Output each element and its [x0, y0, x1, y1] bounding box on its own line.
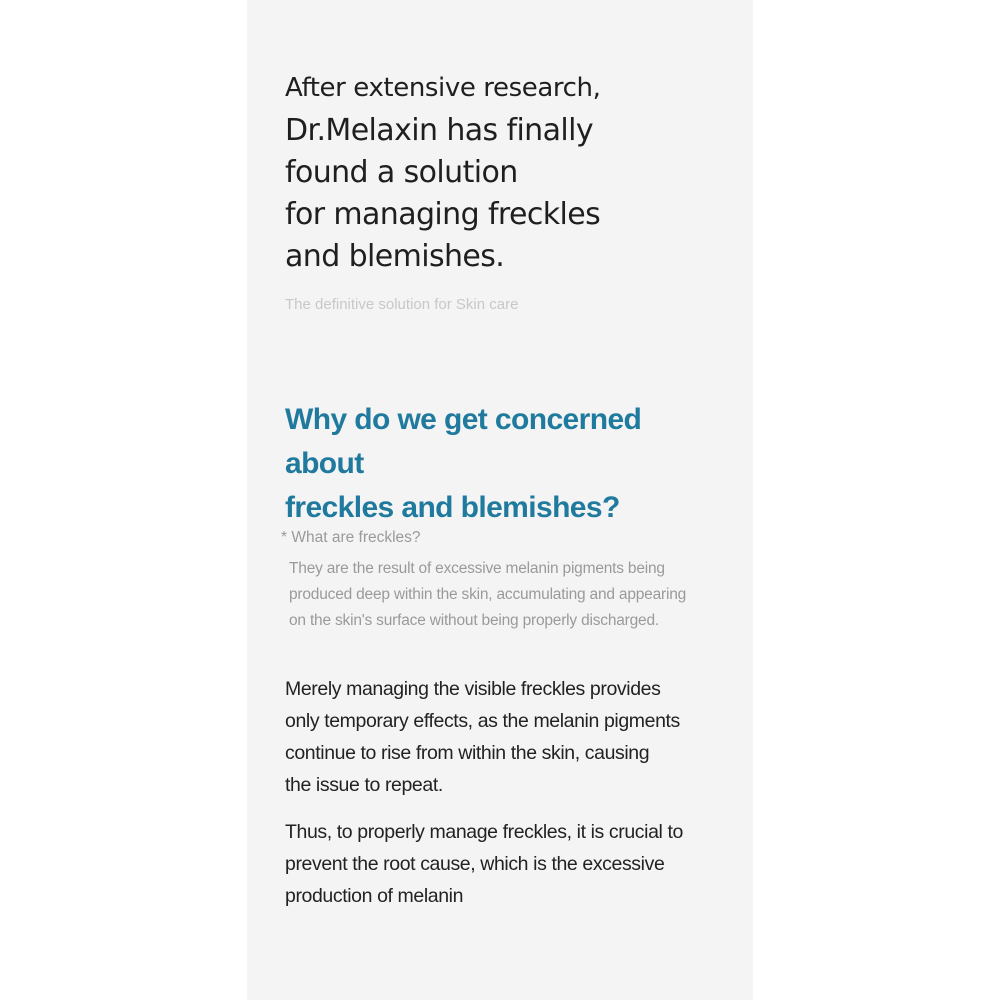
tagline: The definitive solution for Skin care	[285, 296, 519, 313]
headline-line: and blemishes.	[285, 239, 505, 274]
paragraph-line: the issue to repeat.	[285, 774, 443, 796]
intro-lead: After extensive research,	[285, 73, 601, 103]
section-question-heading	[285, 398, 725, 530]
paragraph-line: prevent the root cause, which is the excessive	[285, 853, 665, 875]
definition-body	[289, 556, 721, 634]
definition-line: produced deep within the skin, accumulating and appearing	[289, 586, 687, 603]
definition-line: They are the result of excessive melanin pigments being	[289, 560, 665, 577]
paragraph-line: production of melanin	[285, 885, 464, 907]
intro-section	[285, 70, 725, 278]
body-paragraph-temporary-effects	[285, 673, 725, 801]
intro-headline	[285, 110, 725, 278]
definition-title: * What are freckles?	[281, 529, 421, 546]
definition-line: on the skin's surface without being properly discharged.	[289, 612, 660, 629]
question-line: freckles and blemishes?	[285, 491, 620, 524]
headline-line: for managing freckles	[285, 197, 601, 232]
paragraph-line: Merely managing the visible freckles provides	[285, 678, 661, 700]
paragraph-line: only temporary effects, as the melanin pigments	[285, 710, 680, 732]
paragraph-line: continue to rise from within the skin, causing	[285, 742, 650, 764]
paragraph-line: Thus, to properly manage freckles, it is crucial to	[285, 821, 683, 843]
body-paragraph-root-cause	[285, 816, 725, 912]
freckles-definition	[281, 528, 721, 634]
question-line: Why do we get concerned about	[285, 403, 642, 480]
headline-line: Dr.Melaxin has finally	[285, 113, 593, 148]
headline-line: found a solution	[285, 155, 518, 190]
